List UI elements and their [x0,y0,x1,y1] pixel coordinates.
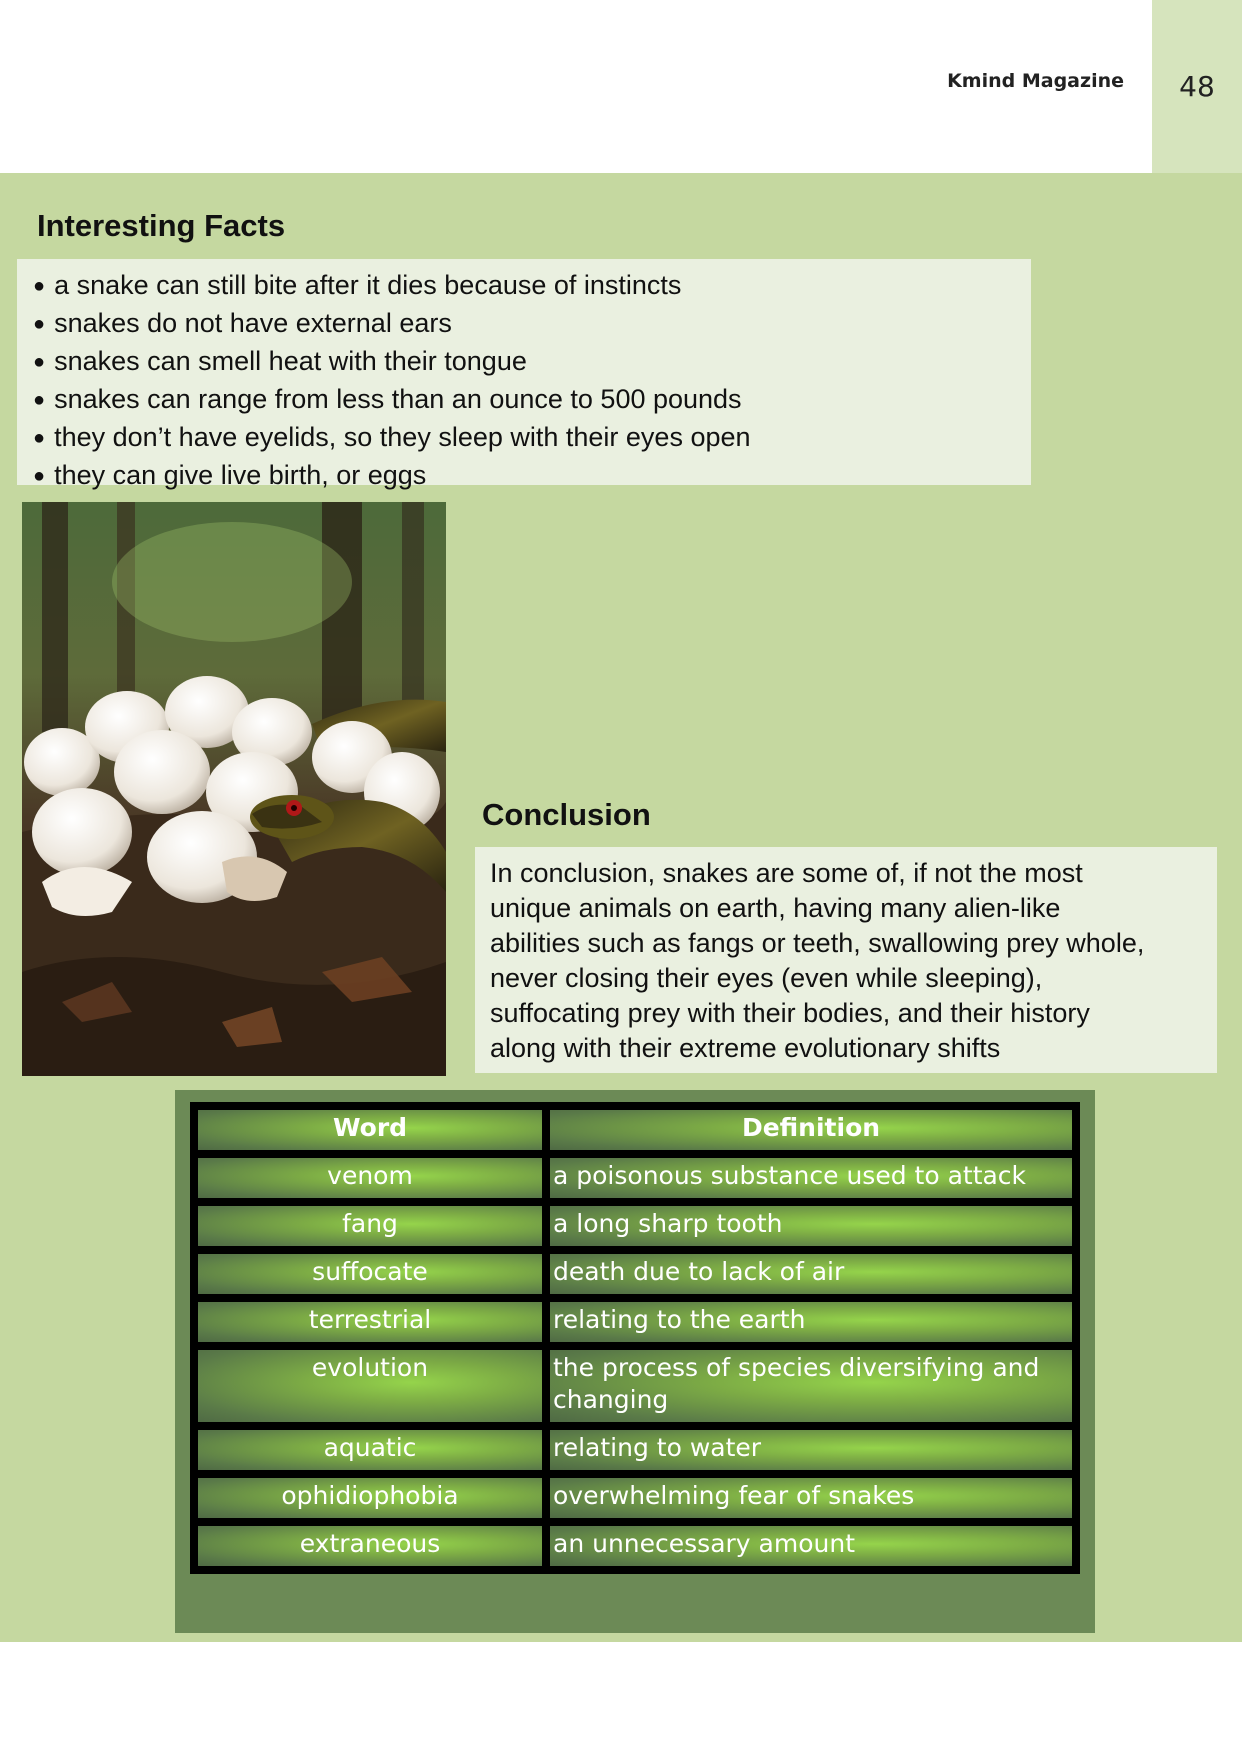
fact-item: ● they don’t have eyelids, so they sleep with their eyes open [33,420,1015,458]
fact-item: ● a snake can still bite after it dies because of instincts [33,268,1015,306]
word-cell: suffocate [198,1254,542,1294]
snake-eggs-photo [22,502,446,1076]
table-row [198,1526,1072,1566]
conclusion-line: along with their extreme evolutionary shifts [490,1033,1001,1063]
fact-item: ● snakes can range from less than an ounce to 500 pounds [33,382,1015,420]
conclusion-heading: Conclusion [482,797,651,832]
definition-cell: death due to lack of air [550,1254,1072,1294]
conclusion-box [475,847,1217,1073]
table-row [198,1430,1072,1470]
table-row [198,1478,1072,1518]
magazine-name: Kmind Magazine [947,70,1124,92]
definition-cell: the process of species diversifying and changing [550,1350,1072,1422]
page-tab [1152,0,1242,173]
conclusion-line: suffocating prey with their bodies, and their history [490,998,1090,1028]
header-word: Word [198,1110,542,1150]
definition-cell: relating to the earth [550,1302,1072,1342]
glossary-frame [175,1090,1095,1633]
facts-list [33,268,1015,496]
table-header-row [198,1110,1072,1150]
table-row [198,1302,1072,1342]
conclusion-line: abilities such as fangs or teeth, swallowing prey whole, [490,928,1145,958]
word-cell: evolution [198,1350,542,1422]
conclusion-line: unique animals on earth, having many alien-like [490,893,1061,923]
word-cell: ophidiophobia [198,1478,542,1518]
header-definition: Definition [550,1110,1072,1150]
table-row [198,1350,1072,1422]
definition-cell: an unnecessary amount [550,1526,1072,1566]
word-cell: terrestrial [198,1302,542,1342]
fact-item: ● snakes can smell heat with their tongue [33,344,1015,382]
fact-item: ● snakes do not have external ears [33,306,1015,344]
definition-cell: a long sharp tooth [550,1206,1072,1246]
table-row [198,1254,1072,1294]
word-cell: aquatic [198,1430,542,1470]
glossary-table [190,1102,1080,1574]
conclusion-line: never closing their eyes (even while sleeping), [490,963,1043,993]
page-header [0,0,1242,173]
facts-heading: Interesting Facts [37,208,286,243]
table-row [198,1158,1072,1198]
fact-item: ● they can give live birth, or eggs [33,458,1015,496]
word-cell: venom [198,1158,542,1198]
facts-box [17,259,1031,490]
definition-cell: relating to water [550,1430,1072,1470]
definition-cell: overwhelming fear of snakes [550,1478,1072,1518]
conclusion-line: In conclusion, snakes are some of, if not the most [490,858,1083,888]
page-number: 48 [1179,70,1215,103]
word-cell: extraneous [198,1526,542,1566]
table-row [198,1206,1072,1246]
definition-cell: a poisonous substance used to attack [550,1158,1072,1198]
word-cell: fang [198,1206,542,1246]
